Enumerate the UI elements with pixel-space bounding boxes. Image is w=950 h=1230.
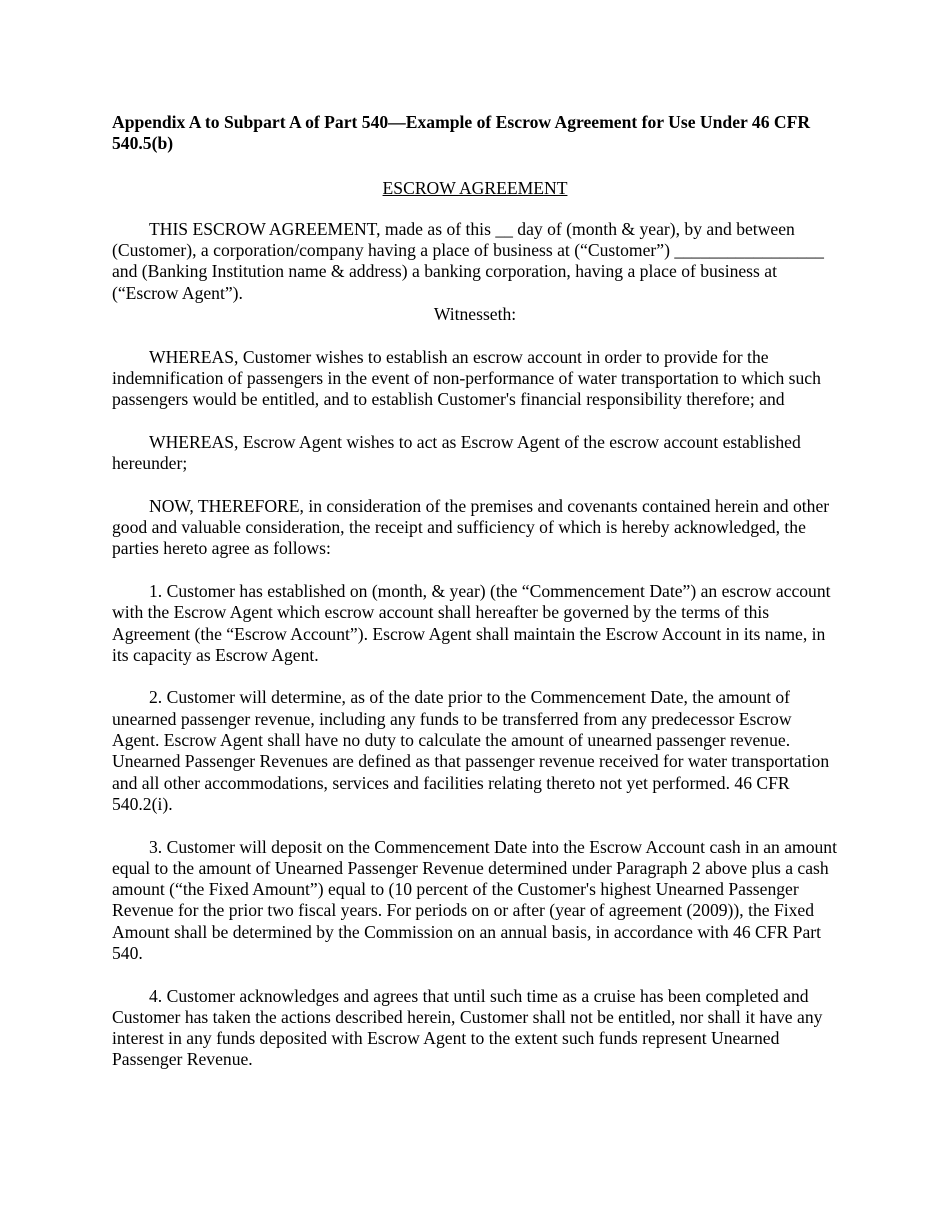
document-page	[112, 112, 838, 1092]
whereas-paragraph-2: WHEREAS, Escrow Agent wishes to act as Escrow Agent of the escrow account established hereunder;	[112, 431, 801, 474]
appendix-heading: Appendix A to Subpart A of Part 540—Example of Escrow Agreement for Use Under 46 CFR 540.5(b)	[112, 112, 811, 154]
now-therefore-paragraph: NOW, THEREFORE, in consideration of the premises and covenants contained herein and other good and valuable consideration, the receipt and sufficiency of which is hereby acknowledged, the parties hereto agree as follows:	[112, 495, 830, 559]
intro-paragraph: THIS ESCROW AGREEMENT, made as of this __ day of (month & year), by and between (Customer), a corporation/company having a place of business at (“Customer”) _________________ and (Banking Institution name & address) a banking corporation, having a place of business at (“Escrow Agent”).	[112, 218, 824, 303]
witnesseth-label: Witnesseth:	[433, 304, 517, 325]
whereas-paragraph-1: WHEREAS, Customer wishes to establish an escrow account in order to provide for the indemnification of passengers in the event of non-performance of water transportation to which such passengers would be entitled, and to establish Customer's financial responsibility therefore; and	[112, 346, 821, 410]
clause-2: 2. Customer will determine, as of the date prior to the Commencement Date, the amount of unearned passenger revenue, including any funds to be transferred from any predecessor Escrow Agent. Escrow Agent shall have no duty to calculate the amount of unearned passenger revenue. Unearned Passenger Revenues are defined as that passenger revenue received for water transportation and all other accommodations, services and facilities relating thereto not yet performed. 46 CFR 540.2(i).	[112, 687, 830, 814]
clause-4: 4. Customer acknowledges and agrees that until such time as a cruise has been completed and Customer has taken the actions described herein, Customer shall not be entitled, nor shall it have any interest in any funds deposited with Escrow Agent to the extent such funds represent Unearned Passenger Revenue.	[112, 985, 823, 1070]
clause-3: 3. Customer will deposit on the Commencement Date into the Escrow Account cash in an amount equal to the amount of Unearned Passenger Revenue determined under Paragraph 2 above plus a cash amount (“the Fixed Amount”) equal to (10 percent of the Customer's highest Unearned Passenger Revenue for the prior two fiscal years. For periods on or after (year of agreement (2009)), the Fixed Amount shall be determined by the Commission on an annual basis, in accordance with 46 CFR Part 540.	[112, 836, 837, 963]
title-container	[112, 178, 838, 199]
agreement-title: ESCROW AGREEMENT	[382, 177, 568, 198]
clause-1: 1. Customer has established on (month, & year) (the “Commencement Date”) an escrow account with the Escrow Agent which escrow account shall hereafter be governed by the terms of this Agreement (the “Escrow Account”). Escrow Agent shall maintain the Escrow Account in its name, in its capacity as Escrow Agent.	[112, 580, 831, 665]
